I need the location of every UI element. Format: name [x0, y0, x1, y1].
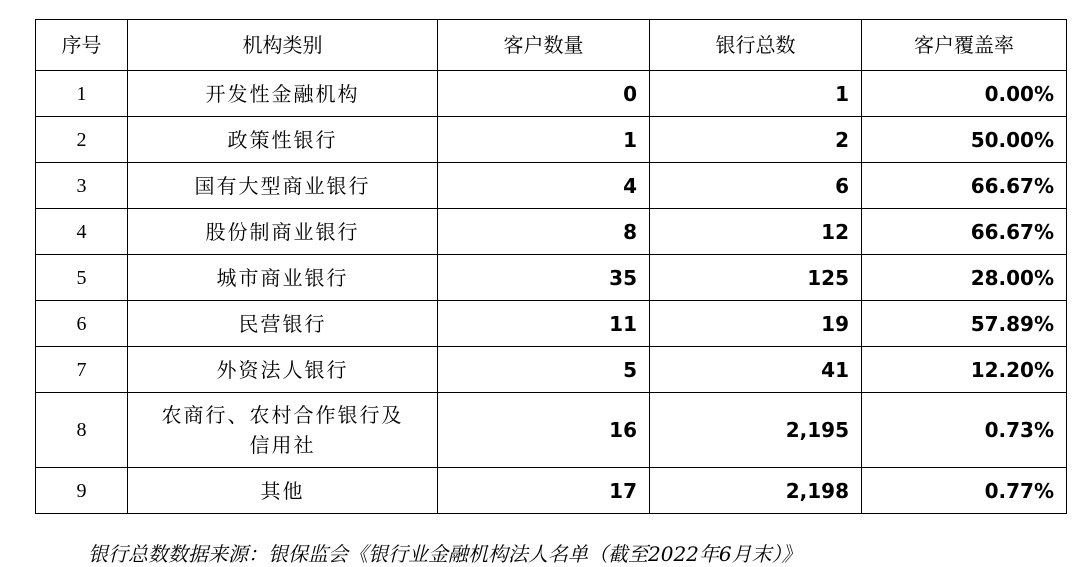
cell-bank-total: 19: [650, 301, 862, 347]
cell-index: 3: [36, 163, 128, 209]
cell-bank-total: 2: [650, 117, 862, 163]
table-row: [36, 71, 1067, 117]
cell-coverage-rate: 50.00%: [862, 117, 1067, 163]
table-row: [36, 347, 1067, 393]
cell-category: 外资法人银行: [128, 347, 438, 393]
cell-bank-total: 125: [650, 255, 862, 301]
coverage-table: [35, 19, 1067, 514]
cell-coverage-rate: 0.73%: [862, 393, 1067, 468]
cell-category: [128, 393, 438, 468]
cell-bank-total: 41: [650, 347, 862, 393]
cell-coverage-rate: 66.67%: [862, 163, 1067, 209]
cell-index: 2: [36, 117, 128, 163]
table-row: [36, 301, 1067, 347]
cell-index: 1: [36, 71, 128, 117]
cell-client-count: 11: [438, 301, 650, 347]
table-row: [36, 117, 1067, 163]
cell-bank-total: 6: [650, 163, 862, 209]
cell-bank-total: 1: [650, 71, 862, 117]
table-row: [36, 163, 1067, 209]
cell-client-count: 0: [438, 71, 650, 117]
cell-client-count: 5: [438, 347, 650, 393]
cell-bank-total: 2,198: [650, 468, 862, 514]
cell-category: 民营银行: [128, 301, 438, 347]
cell-coverage-rate: 66.67%: [862, 209, 1067, 255]
table-row: [36, 255, 1067, 301]
cell-index: 5: [36, 255, 128, 301]
cell-category: 政策性银行: [128, 117, 438, 163]
header-category: 机构类别: [128, 20, 438, 71]
header-index: 序号: [36, 20, 128, 71]
cell-client-count: 16: [438, 393, 650, 468]
cell-category-text: 农商行、农村合作银行及信用社: [161, 403, 404, 457]
cell-client-count: 8: [438, 209, 650, 255]
cell-index: 8: [36, 393, 128, 468]
cell-index: 7: [36, 347, 128, 393]
cell-index: 4: [36, 209, 128, 255]
header-bank-total: 银行总数: [650, 20, 862, 71]
cell-bank-total: 2,195: [650, 393, 862, 468]
cell-category: 股份制商业银行: [128, 209, 438, 255]
cell-category: 其他: [128, 468, 438, 514]
cell-client-count: 4: [438, 163, 650, 209]
cell-category: 城市商业银行: [128, 255, 438, 301]
cell-client-count: 1: [438, 117, 650, 163]
header-client-count: 客户数量: [438, 20, 650, 71]
table-row: [36, 468, 1067, 514]
cell-category: 开发性金融机构: [128, 71, 438, 117]
cell-coverage-rate: 57.89%: [862, 301, 1067, 347]
cell-coverage-rate: 12.20%: [862, 347, 1067, 393]
cell-client-count: 35: [438, 255, 650, 301]
table-row: [36, 393, 1067, 468]
source-footnote: 银行总数数据来源：银保监会《银行业金融机构法人名单（截至2022年6月末）》: [88, 542, 802, 566]
cell-client-count: 17: [438, 468, 650, 514]
cell-category: 国有大型商业银行: [128, 163, 438, 209]
table-row: [36, 209, 1067, 255]
table-header-row: [36, 20, 1067, 71]
cell-bank-total: 12: [650, 209, 862, 255]
cell-index: 9: [36, 468, 128, 514]
header-coverage-rate: 客户覆盖率: [862, 20, 1067, 71]
cell-index: 6: [36, 301, 128, 347]
cell-coverage-rate: 28.00%: [862, 255, 1067, 301]
cell-coverage-rate: 0.77%: [862, 468, 1067, 514]
cell-coverage-rate: 0.00%: [862, 71, 1067, 117]
